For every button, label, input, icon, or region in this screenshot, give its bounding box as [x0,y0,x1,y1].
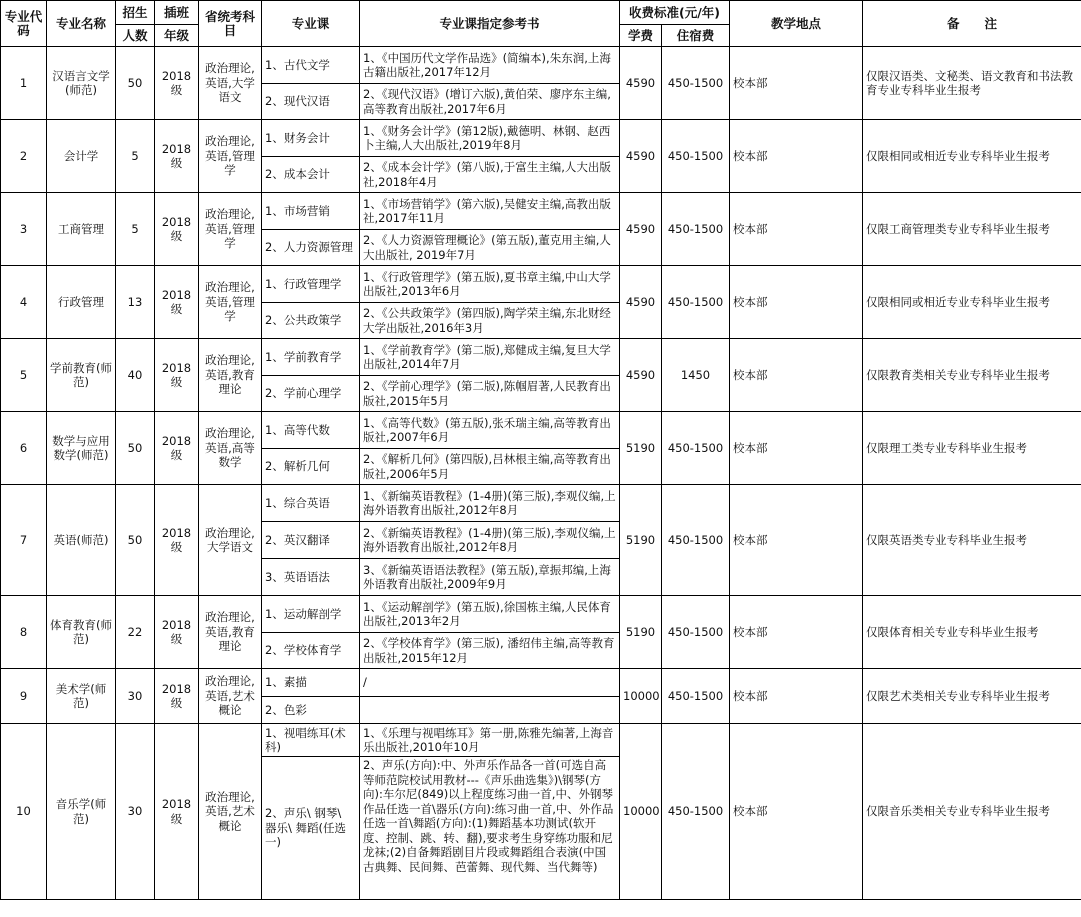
remarks: 仅限英语类专业专科毕业生报考 [863,485,1081,596]
reference-book: 2、《学校体育学》(第三版), 潘绍伟主编,高等教育出版社,2015年12月 [360,633,620,669]
exam-subjects: 政治理论,英语,管理学 [199,266,262,339]
exam-subjects: 政治理论,英语,大学语文 [199,47,262,120]
reference-book: 1、《财务会计学》(第12版),戴德明、林钢、赵西卜主编,人大出版社,2019年8月 [360,120,620,157]
major-code: 5 [1,339,47,412]
tuition-fee: 10000 [620,669,662,724]
reference-book: / [360,669,620,697]
reference-book: 1、《中国历代文学作品选》(简编本),朱东润,上海古籍出版社,2017年12月 [360,47,620,84]
exam-subjects: 政治理论,英语,管理学 [199,120,262,193]
lodging-fee: 450-1500 [662,266,730,339]
enroll-count: 50 [116,485,155,596]
remarks: 仅限相同或相近专业专科毕业生报考 [863,120,1081,193]
exam-subjects: 政治理论,英语,艺术概论 [199,724,262,900]
table-row [1,47,1081,84]
major-name: 会计学 [47,120,116,193]
reference-book: 1、《行政管理学》(第五版),夏书章主编,中山大学出版社,2013年6月 [360,266,620,303]
major-name: 行政管理 [47,266,116,339]
table-row [1,193,1081,230]
major-name: 英语(师范) [47,485,116,596]
tuition-fee: 5190 [620,596,662,669]
major-code: 6 [1,412,47,485]
exam-subjects: 政治理论,英语,教育理论 [199,596,262,669]
remarks: 仅限体育相关专业专科毕业生报考 [863,596,1081,669]
table-body [1,47,1081,900]
course-name: 1、古代文学 [262,47,360,84]
table-row [1,596,1081,633]
course-name: 2、色彩 [262,697,360,724]
table-row [1,339,1081,376]
lodging-fee: 1450 [662,339,730,412]
course-name: 1、财务会计 [262,120,360,157]
table-row [1,266,1081,303]
major-name: 体育教育(师范) [47,596,116,669]
major-name: 数学与应用数学(师范) [47,412,116,485]
reference-book: 2、《学前心理学》(第二版),陈帼眉著,人民教育出版社,2015年5月 [360,376,620,412]
major-code: 8 [1,596,47,669]
cohort-year: 2018级 [155,339,199,412]
teaching-location: 校本部 [730,120,863,193]
course-name: 1、行政管理学 [262,266,360,303]
cohort-year: 2018级 [155,120,199,193]
teaching-location: 校本部 [730,47,863,120]
course-name: 2、现代汉语 [262,84,360,120]
major-code: 7 [1,485,47,596]
reference-book: 1、《运动解剖学》(第五版),徐国栋主编,人民体育出版社,2013年2月 [360,596,620,633]
major-code: 9 [1,669,47,724]
table-row [1,485,1081,522]
lodging-fee: 450-1500 [662,669,730,724]
remarks: 仅限音乐类相关专业专科毕业生报考 [863,724,1081,900]
reference-book: 1、《乐理与视唱练耳》第一册,陈雅先编著,上海音乐出版社,2010年10月 [360,724,620,757]
cohort-year: 2018级 [155,724,199,900]
cohort-year: 2018级 [155,193,199,266]
remarks: 仅限汉语类、文秘类、语文教育和书法教育专业专科毕业生报考 [863,47,1081,120]
cohort-year: 2018级 [155,596,199,669]
major-code: 2 [1,120,47,193]
lodging-fee: 450-1500 [662,193,730,266]
reference-book-text: 2、声乐(方向):中、外声乐作品各一首(可选自高等师范院校试用教材---《声乐曲选集》)\钢琴(方向):车尔尼(849)以上程度练习曲一首,中、外钢琴作品任选一首\器乐(方向):练习曲一首,中、外作品任选一首\舞蹈(方向):(1)舞蹈基本功测试(软开度、控制、跳、转、翻),要求考生身穿练功服和尼龙袜;(2)自备舞蹈剧目片段或舞蹈组合表演(中国古典舞、民间舞、芭蕾舞、现代舞、当代舞等) [363,758,614,874]
enroll-count: 40 [116,339,155,412]
table-row [1,412,1081,449]
course-name: 1、高等代数 [262,412,360,449]
course-name: 2、学校体育学 [262,633,360,669]
header-fee: 收费标准(元/年) [620,1,730,25]
exam-subjects: 政治理论,英语,高等数学 [199,412,262,485]
reference-book: 2、《新编英语教程》(1-4册)(第三版),李观仪编,上海外语教育出版社,2012年8月 [360,522,620,559]
reference-book [360,697,620,724]
major-code: 4 [1,266,47,339]
reference-book: 2、《人力资源管理概论》(第五版),董克用主编,人大出版社, 2019年7月 [360,230,620,266]
teaching-location: 校本部 [730,266,863,339]
remarks: 仅限理工类专业专科毕业生报考 [863,412,1081,485]
reference-book [360,757,620,900]
header-code: 专业代码 [1,1,47,47]
tuition-fee: 5190 [620,485,662,596]
table-row [1,120,1081,157]
course-name: 1、运动解剖学 [262,596,360,633]
lodging-fee: 450-1500 [662,596,730,669]
enroll-count: 13 [116,266,155,339]
course-name: 1、素描 [262,669,360,697]
course-name: 3、英语语法 [262,559,360,596]
exam-subjects: 政治理论,英语,管理学 [199,193,262,266]
course-name: 2、学前心理学 [262,376,360,412]
course-name: 2、英汉翻译 [262,522,360,559]
enroll-count: 22 [116,596,155,669]
major-name: 汉语言文学(师范) [47,47,116,120]
teaching-location: 校本部 [730,669,863,724]
teaching-location: 校本部 [730,596,863,669]
course-name: 2、声乐\ 钢琴\ 器乐\ 舞蹈(任选一) [262,757,360,900]
cohort-year: 2018级 [155,47,199,120]
reference-book: 2、《现代汉语》(增订六版),黄伯荣、廖序东主编,高等教育出版社,2017年6月 [360,84,620,120]
header-exam: 省统考科目 [199,1,262,47]
major-code: 10 [1,724,47,900]
reference-book: 2、《成本会计学》(第八版),于富生主编,人大出版社,2018年4月 [360,157,620,193]
enroll-count: 50 [116,47,155,120]
cohort-year: 2018级 [155,266,199,339]
tuition-fee: 4590 [620,47,662,120]
lodging-fee: 450-1500 [662,120,730,193]
tuition-fee: 4590 [620,339,662,412]
remarks: 仅限工商管理类专业专科毕业生报考 [863,193,1081,266]
enroll-count: 5 [116,193,155,266]
header-book: 专业课指定参考书 [360,1,620,47]
remarks: 仅限相同或相近专业专科毕业生报考 [863,266,1081,339]
lodging-fee: 450-1500 [662,47,730,120]
cohort-year: 2018级 [155,669,199,724]
teaching-location: 校本部 [730,724,863,900]
major-name: 音乐学(师范) [47,724,116,900]
reference-book: 1、《学前教育学》(第二版),郑健成主编,复旦大学出版社,2014年7月 [360,339,620,376]
course-name: 2、解析几何 [262,449,360,485]
remarks: 仅限教育类相关专业专科毕业生报考 [863,339,1081,412]
lodging-fee: 450-1500 [662,412,730,485]
course-name: 2、人力资源管理 [262,230,360,266]
course-name: 1、市场营销 [262,193,360,230]
table-header [1,1,1081,47]
table-row [1,669,1081,697]
header-tuition: 学费 [620,25,662,47]
enroll-count: 5 [116,120,155,193]
enroll-count: 30 [116,724,155,900]
major-name: 工商管理 [47,193,116,266]
teaching-location: 校本部 [730,412,863,485]
teaching-location: 校本部 [730,339,863,412]
header-location: 教学地点 [730,1,863,47]
tuition-fee: 4590 [620,120,662,193]
major-code: 1 [1,47,47,120]
tuition-fee: 4590 [620,193,662,266]
lodging-fee: 450-1500 [662,485,730,596]
course-name: 2、公共政策学 [262,303,360,339]
course-name: 1、综合英语 [262,485,360,522]
header-lodging: 住宿费 [662,25,730,47]
tuition-fee: 5190 [620,412,662,485]
exam-subjects: 政治理论,大学语文 [199,485,262,596]
cohort-year: 2018级 [155,412,199,485]
reference-book: 2、《公共政策学》(第四版),陶学荣主编,东北财经大学出版社,2016年3月 [360,303,620,339]
reference-book: 1、《新编英语教程》(1-4册)(第三版),李观仪编,上海外语教育出版社,2012年8月 [360,485,620,522]
header-cohort-bottom: 年级 [155,25,199,47]
enroll-count: 30 [116,669,155,724]
cohort-year: 2018级 [155,485,199,596]
header-name: 专业名称 [47,1,116,47]
header-remarks: 备 注 [863,1,1081,47]
exam-subjects: 政治理论,英语,艺术概论 [199,669,262,724]
teaching-location: 校本部 [730,193,863,266]
lodging-fee: 450-1500 [662,724,730,900]
header-enroll-top: 招生 [116,1,155,25]
enroll-count: 50 [116,412,155,485]
reference-book: 3、《新编英语语法教程》(第五版),章振邦编,上海外语教育出版社,2009年9月 [360,559,620,596]
exam-subjects: 政治理论,英语,教育理论 [199,339,262,412]
teaching-location: 校本部 [730,485,863,596]
course-name: 1、视唱练耳(术科) [262,724,360,757]
reference-book: 1、《市场营销学》(第六版),吴健安主编,高教出版社,2017年11月 [360,193,620,230]
course-name: 2、成本会计 [262,157,360,193]
tuition-fee: 10000 [620,724,662,900]
header-cohort-top: 插班 [155,1,199,25]
reference-book: 2、《解析几何》(第四版),吕林根主编,高等教育出版社,2006年5月 [360,449,620,485]
tuition-fee: 4590 [620,266,662,339]
table-row [1,724,1081,757]
major-name: 美术学(师范) [47,669,116,724]
remarks: 仅限艺术类相关专业专科毕业生报考 [863,669,1081,724]
reference-book: 1、《高等代数》(第五版),张禾瑞主编,高等教育出版社,2007年6月 [360,412,620,449]
major-code: 3 [1,193,47,266]
course-name: 1、学前教育学 [262,339,360,376]
header-enroll-bottom: 人数 [116,25,155,47]
header-course: 专业课 [262,1,360,47]
major-name: 学前教育(师范) [47,339,116,412]
